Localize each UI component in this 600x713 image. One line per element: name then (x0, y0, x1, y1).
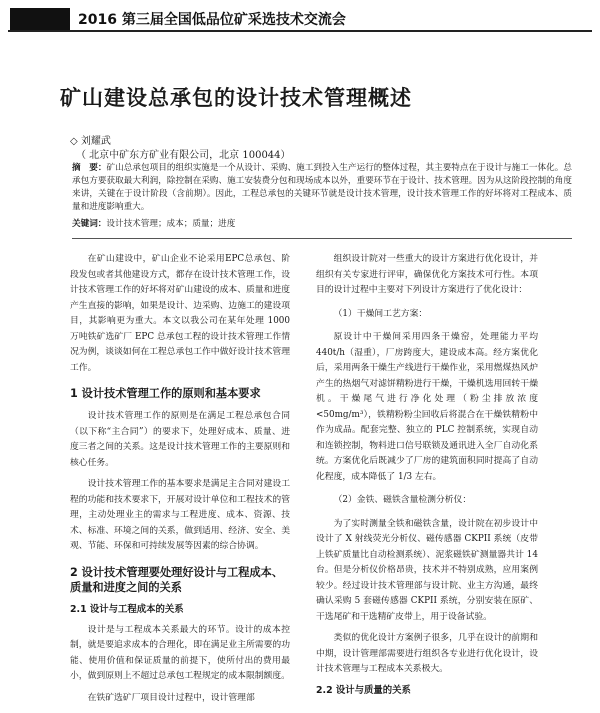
right-paragraph-1: 组织设计院对一些重大的设计方案进行优化设计，并组织有关专家进行评审，确保优化方案技术可行性。本项目的设计过程中主要对下列设计方案进行了优化设计： (316, 254, 538, 295)
subheading-dryer: （1）干燥间工艺方案： (333, 308, 428, 319)
section-2-1-paragraph-1: 设计是与工程成本关系最大的环节。设计的成本控制，就是要追求成本的合理化，即在满足业主所需要的功能、使用价值和保证质量的前提下，使所付出的费用最小，做到原则上不超过总承包工程规定的成本限制额度。 (70, 624, 290, 681)
article-author: ◇ 刘耀武 (70, 136, 111, 147)
header-black-block (10, 8, 70, 30)
section-1-heading: 1 设计技术管理工作的原则和基本要求 (70, 387, 261, 400)
abstract-label: 摘 要： (72, 163, 107, 173)
abstract-text: 矿山总承包项目的组织实施是一个从设计、采购、施工到投入生产运行的整体过程，其主要特点在于设计与施工一体化。总承包方要获取最大利润，除控制在采购、施工安装费分包和现场成本以外，重要环节在于设计、技术管理。因为从这阶段控制的角度来讲，关键在于设计阶段（含前期）。因此，工程总承包的关键环节就是设计技术管理，设计技术管理工作的好坏将对工程成本、质量和进度影响重大。 (72, 163, 572, 212)
keywords-label: 关键词： (72, 219, 107, 229)
right-column (316, 252, 538, 704)
abstract-divider (72, 238, 572, 239)
abstract (72, 162, 572, 214)
intro-paragraph: 在矿山建设中，矿山企业不论采用EPC总承包、阶段发包或者其他建设方式，都存在设计技术管理工作，设计技术管理工作的好坏将对矿山建设的成本、质量和进度产生直接的影响，如果是设计、边采购、边施工的建设项目，其影响更为重大。本文以我公司在某年处理 1000 万吨铁矿选矿厂 EPC 总承包工程的设计技术管理工作情况为例，谈谈如何在工程总承包工作中做好设计技术管理工作。 (70, 254, 290, 373)
section-2-1-heading: 2.1 设计与工程成本的关系 (70, 603, 184, 615)
right-paragraph-3: 为了实时测量全铁和磁铁含量，设计院在初步设计中设计了 X 射线荧光分析仪、磁传感器 CKPII 系统（皮带上铁矿质量比自动检测系统）、泥浆磁铁矿测量器共计 14 台。但是分析仪价格昂贵，技术并不特别成熟，应用案例较少。经过设计技术管理部与设计院、业主方沟通，最终确认采购 5 套磁传感器 CKPII 系统，分别安装在原矿、干选尾矿和干选精矿皮带上，用于设备试验。 (316, 518, 538, 622)
keywords (72, 217, 572, 229)
article-affiliation: （ 北京中矿东方矿业有限公司，北京 100044） (76, 150, 291, 161)
section-1-paragraph-1: 设计技术管理工作的原则是在满足工程总承包合同（以下称“主合同”）的要求下，处理好成本、质量、进度三者之间的关系。这是设计技术管理工作的主要原则和核心任务。 (70, 411, 290, 468)
section-1-paragraph-2: 设计技术管理工作的基本要求是满足主合同对建设工程的功能和技术要求下，开展对设计单位和工程技术的管理，主动处理业主的需求与工程进度、成本、资源、技术、标准、环境之间的关系，做到适用、经济、安全、美观、节能、环保和可持续发展等因素的综合协调。 (70, 479, 290, 551)
right-paragraph-2: 原设计中干燥间采用四条干燥窑，处理能力平均 440t/h（湿重），厂房跨度大，建设成本高。经方案优化后，采用两条干燥生产线进行干燥作业，采用燃煤热风炉产生的热烟气对滤饼精粉进行干燥，干燥机选用回转干燥机。干燥尾气进行净化处理（粉尘排放浓度 <50mg/m³），铁精粉粉尘回收后将混合在干燥铁精粉中作为成品。配套完整、独立的 PLC 控制系统，实现自动和连锁控制，物料进口信号联锁及通讯进入全厂自动化系统。方案优化后既减少了厂房的建筑面积同时提高了自动化程度，成本降低了 1/3 左右。 (316, 332, 538, 482)
section-2-1-paragraph-2: 在铁矿选矿厂项目设计过程中，设计管理部 (87, 692, 255, 703)
right-paragraph-4: 类似的优化设计方案例子很多，几乎在设计的前期和中期，设计管理部需要进行组织各专业进行优化设计，设计技术管理与工程成本关系极大。 (316, 633, 538, 674)
section-2-2-heading: 2.2 设计与质量的关系 (316, 684, 411, 696)
subheading-analyzer: （2）金铁、磁铁含量检测分析仪： (333, 495, 472, 505)
keywords-text: 设计技术管理；成本；质量；进度 (106, 219, 236, 229)
section-2-heading: 2 设计技术管理要处理好设计与工程成本、质量和进度之间的关系 (70, 565, 284, 594)
journal-title: 2016 第三届全国低品位矿采选技术交流会 (78, 12, 346, 28)
left-column (70, 252, 290, 712)
article-title: 矿山建设总承包的设计技术管理概述 (60, 86, 412, 110)
journal-header (8, 8, 592, 32)
